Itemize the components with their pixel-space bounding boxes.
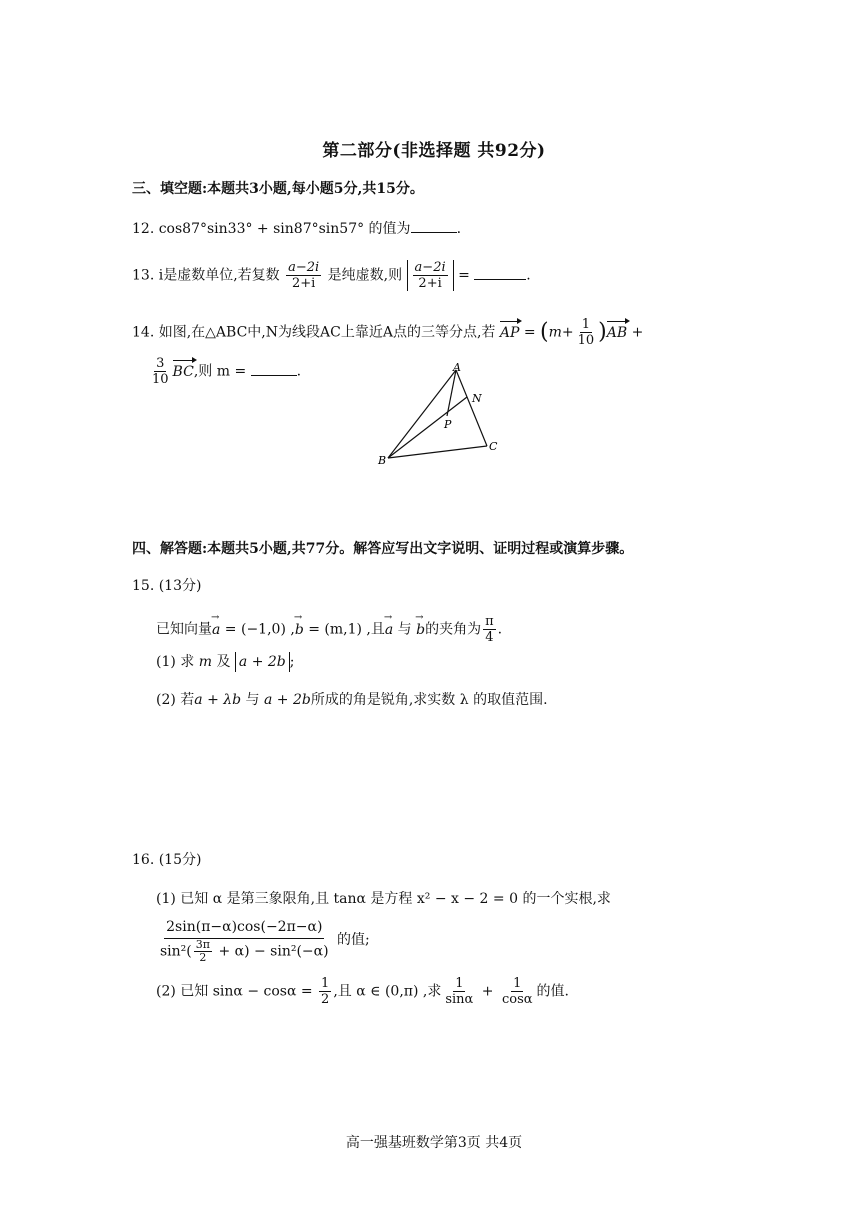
- q12-answer-blank: [411, 218, 457, 233]
- q16-p2-pre: (2) 已知 sinα − cosα =: [156, 983, 318, 1000]
- q12-suffix: 的值为: [364, 221, 411, 237]
- q14-plus: +: [627, 324, 644, 341]
- q15-part1: [156, 652, 295, 672]
- q14-vector-bc: BC: [172, 363, 194, 380]
- q13-frac-num: a−2i: [288, 260, 320, 275]
- q14-pre: 如图,在△ABC中,N为线段AC上靠近A点的三等分点,若: [158, 324, 496, 341]
- section4-heading: 四、解答题:本题共5小题,共77分。解答应写出文字说明、证明过程或演算步骤。: [132, 541, 634, 557]
- q15-pi: π: [485, 614, 494, 629]
- q16-den-two: 2: [199, 951, 207, 964]
- q16-big-fraction: [158, 916, 331, 964]
- q13-mid: 是纯虚数,则: [327, 267, 403, 284]
- question-14-line2: [148, 356, 301, 387]
- q16-part1-expression: [156, 916, 370, 964]
- q16-f1-num: 1: [455, 976, 464, 991]
- q13-number: 13.: [132, 267, 155, 284]
- q16-frac-den: [158, 939, 331, 964]
- q15-p1-label: (1) 求: [156, 654, 195, 670]
- q14-then: ,则 m =: [193, 363, 251, 380]
- q16-p2-mid: ,且 α ∈ (0,π) ,求: [333, 983, 442, 1000]
- page-footer: 高一强基班数学第3页 共4页: [345, 1135, 523, 1151]
- q13-frac-den: 2+i: [291, 276, 316, 291]
- q15-end: .: [497, 621, 503, 638]
- label-a: A: [453, 361, 461, 374]
- q16-frac-num: 2sin(π−α)cos(−2π−α): [164, 916, 324, 939]
- q13-modulus: [407, 260, 454, 291]
- side-bc: [388, 446, 487, 458]
- q13-abs-den: 2+i: [418, 276, 442, 291]
- q16-three-pi-over-2: [194, 939, 212, 964]
- q14-end: .: [296, 363, 302, 380]
- q14-eq: =: [519, 324, 541, 341]
- q16-p2-end: 的值.: [536, 983, 569, 1000]
- q13-eq: =: [458, 267, 470, 284]
- question-12: [132, 218, 461, 239]
- label-n: N: [472, 392, 482, 405]
- q14-vector-ab: AB: [606, 324, 628, 341]
- q15-number: 15. (13分): [132, 578, 202, 594]
- q15-pi-over-4: [483, 614, 496, 645]
- q15-a-eq: = (−1,0) ,: [220, 621, 295, 638]
- question-14-line1: [132, 317, 643, 348]
- q15-four: 4: [485, 630, 494, 645]
- q15-and: 与: [393, 621, 417, 638]
- q14-vector-ap: AP: [499, 324, 520, 341]
- vector-b-2: b →: [416, 620, 425, 640]
- q12-end: .: [456, 221, 462, 237]
- label-p: P: [444, 418, 452, 431]
- q13-fraction: [286, 260, 321, 291]
- q13-end: .: [526, 267, 531, 284]
- q16-number: 16. (15分): [132, 852, 202, 868]
- q12-number: 12.: [132, 221, 155, 237]
- q14-f1-den: 10: [577, 333, 595, 348]
- label-b: B: [378, 454, 387, 467]
- q15-p2-with: 与: [241, 692, 264, 708]
- q15-p2-expr2: a + 2b: [264, 692, 311, 708]
- q16-den-a: sin²(: [160, 943, 192, 960]
- q15-p1-end: ;: [289, 654, 295, 670]
- q14-number: 14.: [132, 324, 155, 341]
- q16-f2-den: cosα: [501, 992, 533, 1007]
- q14-fraction-2: [150, 356, 171, 387]
- q14-f1-num: 1: [581, 317, 591, 332]
- section3-heading: 三、填空题:本题共3小题,每小题5分,共15分。: [132, 181, 424, 197]
- q15-stem: [156, 614, 502, 645]
- q14-fraction-1: [576, 317, 597, 348]
- q14-f2-num: 3: [156, 356, 165, 371]
- q14-m-plus: m+: [548, 324, 574, 341]
- q13-fraction-abs: [413, 260, 448, 291]
- q15-p2-expr1: a + λb: [194, 692, 242, 708]
- q16-one-over-sin: [443, 976, 475, 1007]
- q16-part1: (1) 已知 α 是第三象限角,且 tanα 是方程 x² − x − 2 = 0 的一个实根,求: [156, 891, 611, 907]
- q15-p1-and: 及: [216, 654, 231, 670]
- vector-a: a →: [212, 620, 220, 640]
- q12-expression: cos87°sin33° + sin87°sin57°: [158, 221, 365, 237]
- page-title: 第二部分(非选择题 共92分): [322, 141, 546, 161]
- q14-paren-open: (: [540, 319, 549, 345]
- q16-p2-plus: +: [477, 983, 498, 1000]
- question-13: [132, 260, 531, 291]
- q15-stem-a: 已知向量: [156, 621, 212, 638]
- q16-half-num: 1: [321, 976, 330, 991]
- triangle-figure: [370, 360, 510, 470]
- vector-a-2: a →: [385, 620, 393, 640]
- q16-den-pi: 3π: [195, 938, 210, 951]
- q13-pre: i是虚数单位,若复数: [158, 267, 280, 284]
- q16-part2: [156, 976, 569, 1007]
- q15-angle: 的夹角为: [425, 621, 482, 638]
- q15-part2: [156, 690, 548, 710]
- q16-p1-end: 的值;: [337, 932, 370, 948]
- q14-paren-close: ): [598, 319, 607, 345]
- q16-half-den: 2: [321, 992, 330, 1007]
- q14-f2-den: 10: [152, 372, 169, 387]
- q14-answer-blank: [251, 361, 297, 376]
- q15-p2-rest: 所成的角是锐角,求实数 λ 的取值范围.: [310, 692, 548, 708]
- q15-p1-abs: a + 2b: [235, 652, 290, 672]
- q15-b-eq: = (m,1) ,且: [303, 621, 385, 638]
- vector-b: b →: [295, 620, 304, 640]
- q13-answer-blank: [474, 265, 526, 280]
- q16-f1-den: sinα: [445, 992, 474, 1007]
- side-ac: [456, 370, 487, 446]
- q13-abs-num: a−2i: [414, 260, 446, 275]
- q15-p2-label: (2) 若: [156, 692, 195, 708]
- q16-half: [319, 976, 331, 1007]
- q15-p1-m: m: [194, 654, 217, 670]
- q16-den-b: + α) − sin²(−α): [214, 943, 329, 960]
- q16-f2-num: 1: [513, 976, 522, 991]
- q16-one-over-cos: [500, 976, 535, 1007]
- label-c: C: [489, 440, 498, 453]
